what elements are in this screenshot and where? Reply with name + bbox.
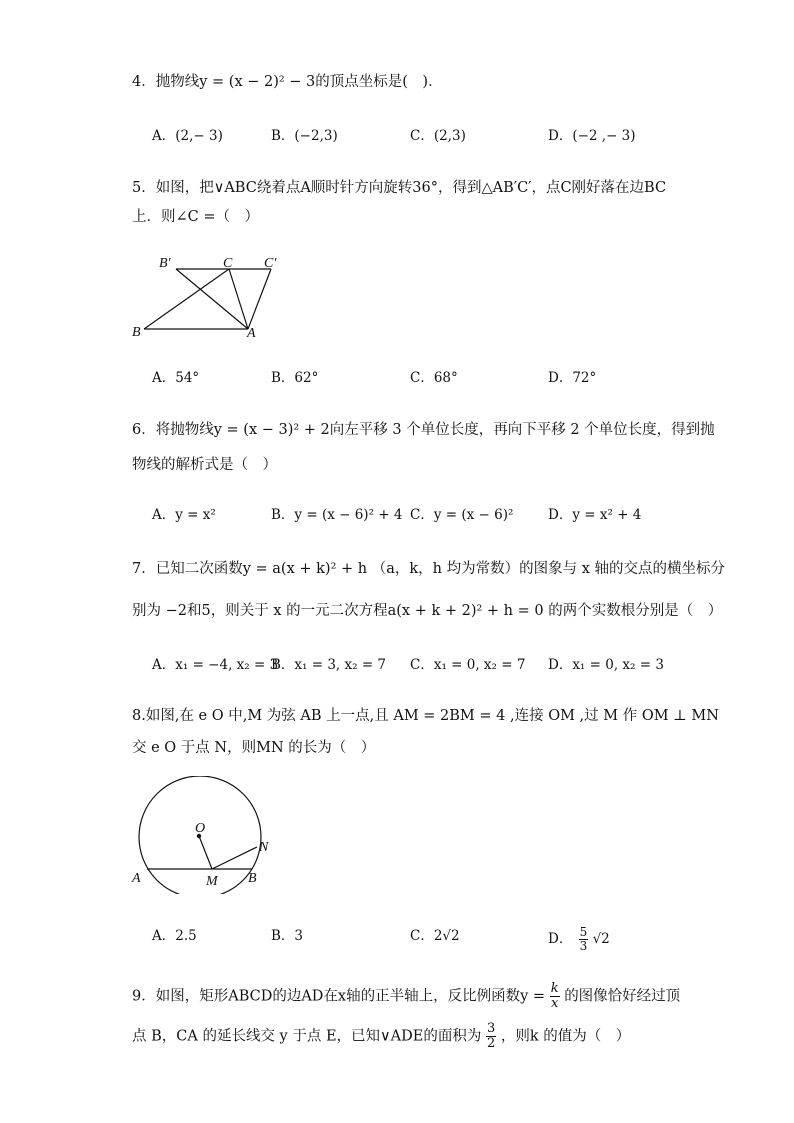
segment-mn <box>212 847 257 869</box>
q6-option-a: A．y = x² <box>152 507 216 523</box>
q6-option-b: B．y = (x − 6)² + 4 <box>271 507 403 523</box>
q5-option-d: D．72° <box>548 370 597 386</box>
q4-option-a: A．(2,− 3) <box>152 128 223 144</box>
q6-option-d: D．y = x² + 4 <box>548 507 642 523</box>
label-b-prime: B′ <box>159 256 171 271</box>
q8-option-a: A．2.5 <box>152 928 197 944</box>
question-6-stem-line2: 物线的解析式是（ ） <box>132 457 277 473</box>
q7-option-a: A．x₁ = −4, x₂ = 3 <box>152 657 279 673</box>
q8-option-d <box>548 926 610 953</box>
q5-rotation-figure <box>128 252 288 346</box>
label-m: M <box>206 874 218 889</box>
q8-option-b: B．3 <box>271 928 304 944</box>
question-7-stem-line2: 别为 −2和5，则关于 x 的一元二次方程a(x + k + 2)² + h = 0 的两个实数根分别是（ ） <box>132 603 723 619</box>
fraction-denominator: 2 <box>486 1036 496 1051</box>
question-9-stem-line2 <box>132 1022 630 1051</box>
label-a: A <box>132 871 141 886</box>
q9-line2-end: ，则k 的值为（ ） <box>500 1028 631 1045</box>
question-5-stem-line1: 5．如图，把∨ABC绕着点A顺时针方向旋转36°，得到△AB′C′，点C刚好落在边BC <box>132 180 667 196</box>
q9-line1-text: 9．如图，矩形ABCD的边AD在x轴的正半轴上，反比例函数y = <box>132 988 546 1005</box>
q9-line2-text: 点 B，CA 的延长线交 y 于点 E，已知∨ADE的面积为 <box>132 1028 482 1045</box>
q8-option-d-radical: √2 <box>592 931 610 947</box>
q7-option-d: D．x₁ = 0, x₂ = 3 <box>548 657 664 673</box>
fraction-numerator: 5 <box>579 925 588 939</box>
fraction-denominator: 3 <box>579 939 588 953</box>
q5-option-c: C．68° <box>410 370 458 386</box>
q5-option-b: B．62° <box>271 370 319 386</box>
q8-option-d-label: D． <box>548 931 573 947</box>
q7-option-b: B．x₁ = 3, x₂ = 7 <box>271 657 387 673</box>
question-5-stem-line2: 上．则∠C =（ ） <box>132 209 260 225</box>
question-4-stem: 4．抛物线y = (x − 2)² − 3的顶点坐标是( )． <box>132 74 443 90</box>
q8-option-c: C．2√2 <box>410 928 460 944</box>
label-b: B <box>132 325 141 340</box>
question-6-stem-line1: 6．将抛物线y = (x − 3)² + 2向左平移 3 个单位长度，再向下平移 2 个单位长度，得到抛 <box>132 422 715 438</box>
q9-fraction-k-over-x <box>550 982 560 1011</box>
label-c-prime: C′ <box>264 256 277 271</box>
q4-option-c: C．(2,3) <box>410 128 466 144</box>
question-9-stem-line1 <box>132 982 680 1011</box>
question-8-stem-line1: 8.如图,在 e O 中,M 为弦 AB 上一点,且 AM = 2BM = 4 ,连接 OM ,过 M 作 OM ⊥ MN <box>132 708 719 724</box>
q9-line1-end: 的图像恰好经过顶 <box>564 988 681 1005</box>
q6-option-c: C．y = (x − 6)² <box>410 507 514 523</box>
label-a: A <box>247 326 256 341</box>
question-7-stem-line1: 7．已知二次函数y = a(x + k)² + h （a，k，h 均为常数）的图象与 x 轴的交点的横坐标分 <box>132 561 725 577</box>
fraction-numerator: 3 <box>486 1021 496 1036</box>
fraction-numerator: k <box>550 981 559 996</box>
q4-option-b: B．(−2,3) <box>271 128 338 144</box>
label-c: C <box>223 256 233 271</box>
q8-circle-figure <box>128 776 278 894</box>
q9-fraction-3-over-2 <box>486 1022 496 1051</box>
question-8-stem-line2: 交 e O 于点 N，则MN 的长为（ ） <box>132 740 376 756</box>
segment-c-prime-a <box>248 269 271 329</box>
segment-om <box>199 836 212 869</box>
q5-option-a: A．54° <box>152 370 200 386</box>
label-n: N <box>259 840 269 855</box>
fraction-denominator: x <box>550 996 559 1011</box>
q8-option-d-fraction <box>579 926 589 953</box>
label-o: O <box>195 821 206 836</box>
q4-option-d: D．(−2 ,− 3) <box>548 128 636 144</box>
q7-option-c: C．x₁ = 0, x₂ = 7 <box>410 657 526 673</box>
label-b: B <box>248 871 257 886</box>
segment-c-a <box>229 269 248 329</box>
